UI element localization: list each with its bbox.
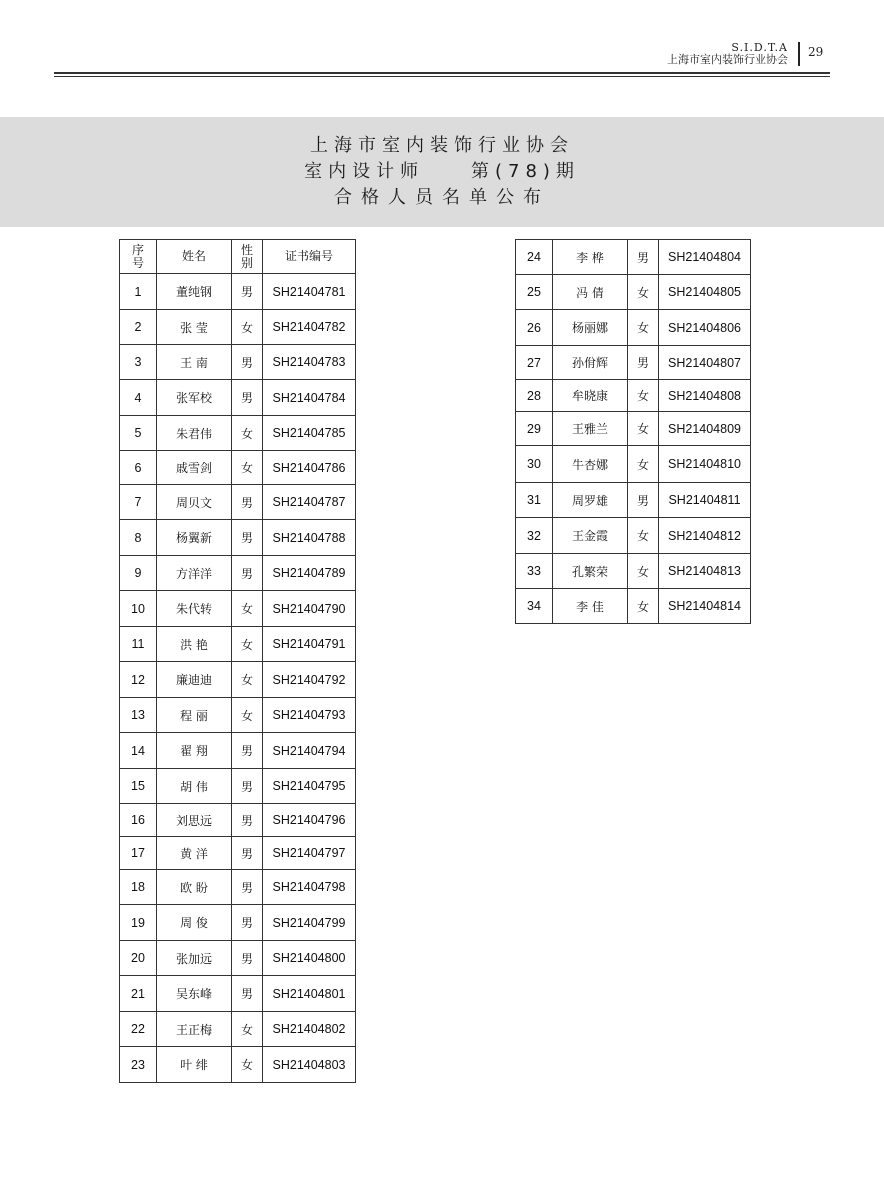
title-banner: [0, 117, 884, 227]
row-cert: SH21404806: [659, 310, 751, 346]
row-gender: 男: [232, 485, 263, 520]
table-row: [120, 870, 356, 905]
row-gender: 男: [232, 837, 263, 870]
row-cert: SH21404797: [263, 837, 356, 870]
row-name: 翟 翔: [157, 733, 232, 769]
header-divider: [798, 42, 800, 66]
row-gender: 女: [232, 310, 263, 345]
row-name: 张 莹: [157, 310, 232, 345]
row-seq: 2: [120, 310, 157, 345]
row-gender: 男: [232, 870, 263, 905]
table-row: [516, 554, 751, 589]
header-rule-thick: [54, 72, 830, 74]
row-gender: 男: [232, 520, 263, 556]
row-cert: SH21404805: [659, 275, 751, 310]
row-cert: SH21404781: [263, 274, 356, 310]
row-name: 黄 洋: [157, 837, 232, 870]
row-name: 冯 倩: [553, 275, 628, 310]
row-gender: 女: [628, 518, 659, 554]
row-name: 吴东峰: [157, 976, 232, 1012]
row-gender: 男: [232, 804, 263, 837]
row-seq: 26: [516, 310, 553, 346]
row-seq: 18: [120, 870, 157, 905]
row-gender: 男: [232, 905, 263, 941]
row-cert: SH21404795: [263, 769, 356, 804]
table-row: [120, 520, 356, 556]
header-org-name: 上海市室内装饰行业协会: [667, 53, 788, 66]
header-seq: [120, 240, 157, 274]
row-cert: SH21404791: [263, 627, 356, 662]
row-seq: 9: [120, 556, 157, 591]
row-cert: SH21404812: [659, 518, 751, 554]
table-row: [120, 274, 356, 310]
row-cert: SH21404793: [263, 698, 356, 733]
row-cert: SH21404794: [263, 733, 356, 769]
row-seq: 16: [120, 804, 157, 837]
row-seq: 22: [120, 1012, 157, 1047]
row-seq: 31: [516, 483, 553, 518]
row-seq: 33: [516, 554, 553, 589]
row-name: 刘思远: [157, 804, 232, 837]
row-gender: 女: [232, 698, 263, 733]
row-gender: 男: [232, 976, 263, 1012]
row-seq: 23: [120, 1047, 157, 1083]
row-gender: 女: [628, 554, 659, 589]
row-name: 王雅兰: [553, 412, 628, 446]
header-gender-label: 性别: [240, 242, 253, 270]
row-seq: 32: [516, 518, 553, 554]
row-name: 洪 艳: [157, 627, 232, 662]
row-seq: 15: [120, 769, 157, 804]
row-cert: SH21404810: [659, 446, 751, 483]
row-seq: 21: [120, 976, 157, 1012]
table-row: [120, 591, 356, 627]
row-seq: 3: [120, 345, 157, 380]
table-row: [516, 380, 751, 412]
header-org-code: S.I.D.T.A: [731, 41, 788, 54]
roster-table-right: [515, 239, 751, 624]
row-seq: 4: [120, 380, 157, 416]
table-row: [120, 804, 356, 837]
row-gender: 男: [232, 274, 263, 310]
row-gender: 男: [628, 483, 659, 518]
row-name: 叶 绯: [157, 1047, 232, 1083]
header-gender: [232, 240, 263, 274]
row-gender: 女: [628, 589, 659, 624]
table-row: [120, 698, 356, 733]
row-gender: 女: [628, 380, 659, 412]
banner-title-line3: 合格人员名单公布: [334, 187, 550, 208]
row-gender: 女: [232, 1012, 263, 1047]
row-seq: 10: [120, 591, 157, 627]
table-row: [120, 451, 356, 485]
row-cert: SH21404808: [659, 380, 751, 412]
row-seq: 25: [516, 275, 553, 310]
row-cert: SH21404790: [263, 591, 356, 627]
row-name: 周罗雄: [553, 483, 628, 518]
row-cert: SH21404783: [263, 345, 356, 380]
row-name: 周贝文: [157, 485, 232, 520]
row-seq: 1: [120, 274, 157, 310]
row-name: 胡 伟: [157, 769, 232, 804]
table-row: [120, 733, 356, 769]
row-name: 戚雪剑: [157, 451, 232, 485]
table-row: [516, 483, 751, 518]
table-row: [120, 662, 356, 698]
table-row: [120, 310, 356, 345]
row-gender: 女: [628, 446, 659, 483]
row-name: 方洋洋: [157, 556, 232, 591]
row-cert: SH21404785: [263, 416, 356, 451]
header-name: 姓名: [157, 240, 232, 274]
page-number: 29: [808, 45, 824, 59]
table-row: [516, 310, 751, 346]
table-row: [120, 345, 356, 380]
row-seq: 29: [516, 412, 553, 446]
table-row: [120, 769, 356, 804]
row-name: 张军校: [157, 380, 232, 416]
row-name: 王 南: [157, 345, 232, 380]
banner-title-line1: 上海市室内装饰行业协会: [310, 135, 574, 156]
row-seq: 30: [516, 446, 553, 483]
banner-title-line2: 室内设计师 第(78)期: [304, 161, 580, 182]
row-cert: SH21404813: [659, 554, 751, 589]
row-name: 欧 盼: [157, 870, 232, 905]
row-seq: 6: [120, 451, 157, 485]
table-row: [120, 416, 356, 451]
header-cert: 证书编号: [263, 240, 356, 274]
row-name: 王金霞: [553, 518, 628, 554]
row-cert: SH21404811: [659, 483, 751, 518]
row-seq: 34: [516, 589, 553, 624]
row-gender: 女: [232, 591, 263, 627]
header-rule-thin: [54, 76, 830, 77]
row-cert: SH21404786: [263, 451, 356, 485]
table-row: [120, 485, 356, 520]
row-seq: 5: [120, 416, 157, 451]
row-cert: SH21404782: [263, 310, 356, 345]
row-name: 李 佳: [553, 589, 628, 624]
row-gender: 女: [628, 412, 659, 446]
row-name: 杨丽娜: [553, 310, 628, 346]
row-seq: 24: [516, 240, 553, 275]
row-name: 孙佾辉: [553, 346, 628, 380]
row-seq: 12: [120, 662, 157, 698]
table-row: [120, 905, 356, 941]
table-row: [120, 976, 356, 1012]
row-cert: SH21404814: [659, 589, 751, 624]
row-name: 廉迪迪: [157, 662, 232, 698]
row-gender: 男: [232, 345, 263, 380]
row-name: 杨翼新: [157, 520, 232, 556]
row-gender: 男: [232, 556, 263, 591]
row-seq: 27: [516, 346, 553, 380]
table-row: [516, 346, 751, 380]
row-seq: 20: [120, 941, 157, 976]
row-gender: 女: [232, 627, 263, 662]
roster-table-left: [119, 239, 356, 1083]
row-gender: 女: [232, 662, 263, 698]
row-gender: 男: [232, 733, 263, 769]
row-name: 周 俊: [157, 905, 232, 941]
row-gender: 女: [232, 1047, 263, 1083]
row-cert: SH21404804: [659, 240, 751, 275]
row-seq: 13: [120, 698, 157, 733]
row-cert: SH21404796: [263, 804, 356, 837]
table-row: [516, 446, 751, 483]
row-seq: 7: [120, 485, 157, 520]
table-row: [120, 1012, 356, 1047]
row-name: 程 丽: [157, 698, 232, 733]
table-row: [120, 941, 356, 976]
row-cert: SH21404792: [263, 662, 356, 698]
row-cert: SH21404807: [659, 346, 751, 380]
table-row: [120, 627, 356, 662]
row-cert: SH21404789: [263, 556, 356, 591]
row-seq: 8: [120, 520, 157, 556]
row-name: 李 桦: [553, 240, 628, 275]
table-row: [120, 1047, 356, 1083]
row-cert: SH21404784: [263, 380, 356, 416]
table-header-row: [120, 240, 356, 274]
table-row: [516, 518, 751, 554]
row-gender: 男: [628, 240, 659, 275]
row-name: 牛杏娜: [553, 446, 628, 483]
row-seq: 19: [120, 905, 157, 941]
row-name: 朱君伟: [157, 416, 232, 451]
row-gender: 男: [232, 769, 263, 804]
row-gender: 女: [628, 275, 659, 310]
row-seq: 11: [120, 627, 157, 662]
row-cert: SH21404800: [263, 941, 356, 976]
row-seq: 28: [516, 380, 553, 412]
table-row: [120, 380, 356, 416]
row-cert: SH21404787: [263, 485, 356, 520]
table-row: [516, 412, 751, 446]
header-seq-label: 序号: [131, 242, 144, 270]
row-gender: 女: [628, 310, 659, 346]
header-org-block: [667, 42, 788, 66]
row-name: 牟晓康: [553, 380, 628, 412]
row-gender: 女: [232, 451, 263, 485]
row-name: 张加远: [157, 941, 232, 976]
table-row: [516, 275, 751, 310]
row-gender: 男: [628, 346, 659, 380]
row-cert: SH21404788: [263, 520, 356, 556]
row-name: 董纯钢: [157, 274, 232, 310]
table-row: [120, 556, 356, 591]
row-gender: 男: [232, 941, 263, 976]
row-name: 孔繁荣: [553, 554, 628, 589]
row-seq: 14: [120, 733, 157, 769]
table-row: [120, 837, 356, 870]
row-seq: 17: [120, 837, 157, 870]
row-gender: 女: [232, 416, 263, 451]
table-row: [516, 589, 751, 624]
row-cert: SH21404802: [263, 1012, 356, 1047]
table-row: [516, 240, 751, 275]
row-gender: 男: [232, 380, 263, 416]
row-name: 朱代转: [157, 591, 232, 627]
row-cert: SH21404799: [263, 905, 356, 941]
row-cert: SH21404798: [263, 870, 356, 905]
row-cert: SH21404803: [263, 1047, 356, 1083]
row-cert: SH21404809: [659, 412, 751, 446]
row-cert: SH21404801: [263, 976, 356, 1012]
row-name: 王正梅: [157, 1012, 232, 1047]
